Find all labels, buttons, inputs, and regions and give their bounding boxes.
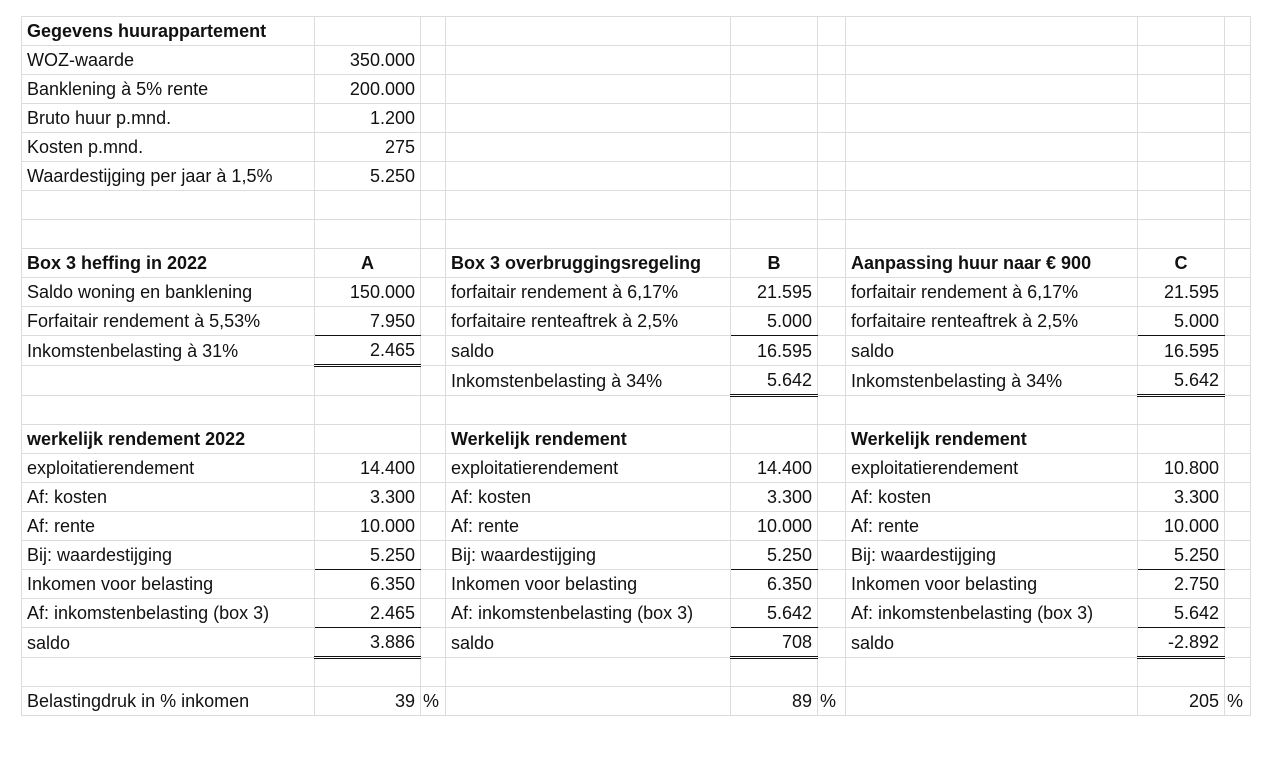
sheet-cell[interactable] [731, 104, 818, 133]
sheet-cell[interactable]: Af: kosten [446, 483, 731, 512]
sheet-cell[interactable] [421, 512, 446, 541]
sheet-cell[interactable] [818, 278, 846, 307]
sheet-cell[interactable]: 3.300 [315, 483, 421, 512]
sheet-cell[interactable]: % [1225, 687, 1251, 716]
spreadsheet-body [22, 17, 1251, 716]
sheet-row [22, 658, 1251, 687]
sheet-row [22, 483, 1251, 512]
sheet-row [22, 396, 1251, 425]
sheet-cell[interactable] [315, 425, 421, 454]
sheet-cell[interactable]: 14.400 [731, 454, 818, 483]
sheet-cell[interactable] [1225, 541, 1251, 570]
sheet-cell[interactable]: 708 [731, 628, 818, 658]
sheet-cell[interactable]: 5.642 [731, 599, 818, 628]
sheet-cell[interactable] [1138, 162, 1225, 191]
sheet-cell[interactable] [731, 75, 818, 104]
sheet-cell[interactable] [818, 425, 846, 454]
sheet-cell[interactable]: 275 [315, 133, 421, 162]
sheet-cell[interactable] [818, 220, 846, 249]
sheet-cell[interactable]: 10.800 [1138, 454, 1225, 483]
sheet-cell[interactable] [846, 17, 1138, 46]
sheet-cell[interactable]: Af: kosten [846, 483, 1138, 512]
sheet-cell[interactable]: 89 [731, 687, 818, 716]
sheet-cell[interactable]: 6.350 [315, 570, 421, 599]
sheet-cell[interactable]: 7.950 [315, 307, 421, 336]
sheet-cell[interactable]: saldo [846, 628, 1138, 658]
sheet-cell[interactable]: 205 [1138, 687, 1225, 716]
sheet-cell[interactable]: Af: kosten [22, 483, 315, 512]
sheet-cell[interactable] [1225, 454, 1251, 483]
sheet-cell[interactable] [1138, 220, 1225, 249]
sheet-cell[interactable]: 5.642 [1138, 599, 1225, 628]
sheet-cell[interactable] [818, 396, 846, 425]
sheet-cell[interactable] [818, 75, 846, 104]
sheet-row [22, 75, 1251, 104]
sheet-cell[interactable]: Bruto huur p.mnd. [22, 104, 315, 133]
sheet-cell[interactable] [1138, 658, 1225, 687]
sheet-cell[interactable] [421, 191, 446, 220]
sheet-cell[interactable]: 200.000 [315, 75, 421, 104]
sheet-cell[interactable]: 21.595 [731, 278, 818, 307]
sheet-cell[interactable] [818, 191, 846, 220]
sheet-cell[interactable] [818, 249, 846, 278]
sheet-cell[interactable]: exploitatierendement [446, 454, 731, 483]
sheet-cell[interactable]: 150.000 [315, 278, 421, 307]
sheet-cell[interactable]: 10.000 [315, 512, 421, 541]
sheet-cell[interactable]: Banklening à 5% rente [22, 75, 315, 104]
sheet-cell[interactable]: 3.886 [315, 628, 421, 658]
sheet-cell[interactable] [421, 628, 446, 658]
sheet-cell[interactable]: 5.642 [731, 366, 818, 396]
sheet-cell[interactable]: 350.000 [315, 46, 421, 75]
sheet-cell[interactable] [1225, 307, 1251, 336]
sheet-cell[interactable] [421, 658, 446, 687]
sheet-cell[interactable]: B [731, 249, 818, 278]
sheet-row [22, 425, 1251, 454]
sheet-cell[interactable]: Inkomen voor belasting [446, 570, 731, 599]
sheet-cell[interactable] [731, 17, 818, 46]
sheet-row [22, 454, 1251, 483]
sheet-cell[interactable]: forfaitaire renteaftrek à 2,5% [446, 307, 731, 336]
sheet-cell[interactable] [421, 336, 446, 366]
sheet-row [22, 366, 1251, 396]
sheet-cell[interactable]: forfaitair rendement à 6,17% [846, 278, 1138, 307]
sheet-cell[interactable] [1225, 75, 1251, 104]
sheet-cell[interactable]: Af: rente [846, 512, 1138, 541]
sheet-cell[interactable] [421, 162, 446, 191]
sheet-cell[interactable]: 3.300 [1138, 483, 1225, 512]
sheet-row [22, 628, 1251, 658]
sheet-cell[interactable] [1138, 191, 1225, 220]
sheet-cell[interactable] [446, 220, 731, 249]
sheet-cell[interactable] [731, 396, 818, 425]
sheet-row [22, 46, 1251, 75]
sheet-cell[interactable] [1225, 46, 1251, 75]
sheet-cell[interactable]: 39 [315, 687, 421, 716]
sheet-cell[interactable] [315, 220, 421, 249]
sheet-cell[interactable]: C [1138, 249, 1225, 278]
sheet-cell[interactable] [1138, 425, 1225, 454]
sheet-cell[interactable]: Inkomstenbelasting à 34% [446, 366, 731, 396]
sheet-cell[interactable] [1225, 599, 1251, 628]
sheet-cell[interactable]: Af: rente [446, 512, 731, 541]
sheet-cell[interactable] [818, 307, 846, 336]
sheet-cell[interactable] [315, 396, 421, 425]
sheet-cell[interactable] [1225, 191, 1251, 220]
sheet-cell[interactable] [446, 104, 731, 133]
sheet-row [22, 220, 1251, 249]
sheet-cell[interactable] [315, 658, 421, 687]
sheet-cell[interactable] [731, 162, 818, 191]
sheet-cell[interactable]: Saldo woning en banklening [22, 278, 315, 307]
sheet-cell[interactable] [22, 366, 315, 396]
sheet-row [22, 104, 1251, 133]
sheet-cell[interactable]: 5.000 [1138, 307, 1225, 336]
sheet-cell[interactable] [315, 366, 421, 396]
sheet-cell[interactable] [1225, 220, 1251, 249]
sheet-cell[interactable] [1138, 17, 1225, 46]
sheet-cell[interactable] [818, 104, 846, 133]
sheet-row [22, 512, 1251, 541]
sheet-cell[interactable] [818, 336, 846, 366]
sheet-cell[interactable] [846, 46, 1138, 75]
sheet-cell[interactable]: % [818, 687, 846, 716]
sheet-cell[interactable] [818, 541, 846, 570]
sheet-cell[interactable] [818, 658, 846, 687]
sheet-cell[interactable] [846, 162, 1138, 191]
sheet-cell[interactable] [421, 133, 446, 162]
sheet-cell[interactable]: Inkomstenbelasting à 31% [22, 336, 315, 366]
sheet-row [22, 599, 1251, 628]
sheet-cell[interactable] [446, 658, 731, 687]
sheet-cell[interactable] [818, 454, 846, 483]
sheet-cell[interactable]: Af: inkomstenbelasting (box 3) [22, 599, 315, 628]
sheet-cell[interactable] [1225, 366, 1251, 396]
sheet-cell[interactable] [421, 599, 446, 628]
sheet-cell[interactable]: 5.642 [1138, 366, 1225, 396]
sheet-cell[interactable]: Inkomen voor belasting [22, 570, 315, 599]
sheet-cell[interactable]: Gegevens huurappartement [22, 17, 315, 46]
sheet-cell[interactable] [22, 658, 315, 687]
sheet-cell[interactable] [1225, 628, 1251, 658]
sheet-cell[interactable]: 2.465 [315, 599, 421, 628]
sheet-row [22, 278, 1251, 307]
sheet-cell[interactable]: 14.400 [315, 454, 421, 483]
sheet-cell[interactable]: saldo [22, 628, 315, 658]
sheet-cell[interactable]: 2.465 [315, 336, 421, 366]
sheet-cell[interactable]: Af: inkomstenbelasting (box 3) [846, 599, 1138, 628]
sheet-cell[interactable] [421, 454, 446, 483]
sheet-cell[interactable] [846, 191, 1138, 220]
sheet-cell[interactable]: Inkomstenbelasting à 34% [846, 366, 1138, 396]
sheet-cell[interactable]: exploitatierendement [846, 454, 1138, 483]
sheet-cell[interactable]: saldo [446, 628, 731, 658]
sheet-cell[interactable] [421, 425, 446, 454]
sheet-cell[interactable] [1138, 396, 1225, 425]
sheet-cell[interactable]: 10.000 [731, 512, 818, 541]
sheet-cell[interactable]: 21.595 [1138, 278, 1225, 307]
sheet-cell[interactable] [1138, 104, 1225, 133]
sheet-cell[interactable]: 16.595 [1138, 336, 1225, 366]
sheet-cell[interactable] [421, 104, 446, 133]
sheet-cell[interactable] [446, 191, 731, 220]
sheet-cell[interactable]: 5.250 [315, 541, 421, 570]
sheet-cell[interactable] [1225, 483, 1251, 512]
sheet-cell[interactable]: exploitatierendement [22, 454, 315, 483]
sheet-cell[interactable] [731, 133, 818, 162]
sheet-row [22, 191, 1251, 220]
sheet-cell[interactable] [421, 75, 446, 104]
sheet-cell[interactable]: Inkomen voor belasting [846, 570, 1138, 599]
sheet-cell[interactable] [1225, 512, 1251, 541]
sheet-cell[interactable] [421, 249, 446, 278]
sheet-cell[interactable] [731, 46, 818, 75]
sheet-cell[interactable]: -2.892 [1138, 628, 1225, 658]
sheet-cell[interactable] [421, 278, 446, 307]
sheet-cell[interactable] [1225, 17, 1251, 46]
sheet-cell[interactable] [1225, 104, 1251, 133]
sheet-cell[interactable] [22, 191, 315, 220]
sheet-cell[interactable]: forfaitaire renteaftrek à 2,5% [846, 307, 1138, 336]
sheet-cell[interactable] [818, 599, 846, 628]
sheet-cell[interactable] [1225, 396, 1251, 425]
sheet-cell[interactable] [818, 483, 846, 512]
sheet-cell[interactable] [818, 512, 846, 541]
sheet-cell[interactable]: werkelijk rendement 2022 [22, 425, 315, 454]
sheet-cell[interactable] [1225, 162, 1251, 191]
sheet-cell[interactable] [421, 541, 446, 570]
sheet-cell[interactable] [315, 191, 421, 220]
sheet-cell[interactable]: 5.250 [731, 541, 818, 570]
sheet-row [22, 570, 1251, 599]
sheet-cell[interactable] [731, 191, 818, 220]
sheet-cell[interactable]: Aanpassing huur naar € 900 [846, 249, 1138, 278]
sheet-cell[interactable] [818, 366, 846, 396]
sheet-cell[interactable] [446, 46, 731, 75]
sheet-cell[interactable]: 5.250 [1138, 541, 1225, 570]
sheet-cell[interactable]: 5.000 [731, 307, 818, 336]
sheet-cell[interactable] [846, 658, 1138, 687]
sheet-cell[interactable] [446, 396, 731, 425]
sheet-cell[interactable]: 1.200 [315, 104, 421, 133]
sheet-cell[interactable] [818, 570, 846, 599]
sheet-row [22, 307, 1251, 336]
sheet-cell[interactable]: 2.750 [1138, 570, 1225, 599]
sheet-cell[interactable]: 3.300 [731, 483, 818, 512]
sheet-row [22, 687, 1251, 716]
sheet-cell[interactable] [421, 366, 446, 396]
sheet-cell[interactable] [22, 220, 315, 249]
sheet-cell[interactable] [446, 75, 731, 104]
sheet-cell[interactable] [818, 46, 846, 75]
sheet-cell[interactable] [1138, 133, 1225, 162]
sheet-row [22, 336, 1251, 366]
sheet-cell[interactable]: Bij: waardestijging [846, 541, 1138, 570]
sheet-cell[interactable] [846, 133, 1138, 162]
sheet-cell[interactable] [1225, 278, 1251, 307]
sheet-cell[interactable] [1225, 249, 1251, 278]
sheet-cell[interactable]: Bij: waardestijging [22, 541, 315, 570]
sheet-cell[interactable] [421, 46, 446, 75]
sheet-cell[interactable]: saldo [446, 336, 731, 366]
sheet-cell[interactable] [22, 396, 315, 425]
sheet-cell[interactable] [731, 425, 818, 454]
sheet-cell[interactable] [446, 162, 731, 191]
sheet-cell[interactable] [421, 570, 446, 599]
sheet-cell[interactable]: Kosten p.mnd. [22, 133, 315, 162]
sheet-cell[interactable] [1138, 46, 1225, 75]
sheet-cell[interactable] [731, 658, 818, 687]
sheet-cell[interactable] [421, 483, 446, 512]
sheet-cell[interactable]: Af: rente [22, 512, 315, 541]
sheet-cell[interactable] [1225, 133, 1251, 162]
sheet-cell[interactable]: Werkelijk rendement [446, 425, 731, 454]
sheet-row [22, 541, 1251, 570]
sheet-cell[interactable]: WOZ-waarde [22, 46, 315, 75]
sheet-row [22, 133, 1251, 162]
sheet-cell[interactable] [1225, 658, 1251, 687]
sheet-cell[interactable] [446, 17, 731, 46]
sheet-cell[interactable]: Werkelijk rendement [846, 425, 1138, 454]
sheet-cell[interactable] [846, 104, 1138, 133]
sheet-cell[interactable]: Waardestijging per jaar à 1,5% [22, 162, 315, 191]
sheet-cell[interactable] [446, 133, 731, 162]
sheet-cell[interactable] [846, 75, 1138, 104]
sheet-cell[interactable]: Forfaitair rendement à 5,53% [22, 307, 315, 336]
sheet-cell[interactable] [846, 687, 1138, 716]
sheet-row [22, 249, 1251, 278]
sheet-cell[interactable]: A [315, 249, 421, 278]
sheet-cell[interactable]: 6.350 [731, 570, 818, 599]
sheet-cell[interactable] [818, 162, 846, 191]
sheet-cell[interactable] [421, 220, 446, 249]
sheet-cell[interactable] [421, 17, 446, 46]
sheet-cell[interactable] [731, 220, 818, 249]
sheet-row [22, 17, 1251, 46]
sheet-cell[interactable] [818, 133, 846, 162]
sheet-cell[interactable] [1225, 336, 1251, 366]
sheet-cell[interactable]: saldo [846, 336, 1138, 366]
sheet-cell[interactable]: 16.595 [731, 336, 818, 366]
sheet-cell[interactable] [446, 687, 731, 716]
sheet-cell[interactable]: 10.000 [1138, 512, 1225, 541]
spreadsheet-grid [21, 16, 1251, 716]
sheet-cell[interactable]: Belastingdruk in % inkomen [22, 687, 315, 716]
sheet-cell[interactable] [1225, 570, 1251, 599]
sheet-cell[interactable]: forfaitair rendement à 6,17% [446, 278, 731, 307]
sheet-cell[interactable]: Bij: waardestijging [446, 541, 731, 570]
sheet-cell[interactable] [1138, 75, 1225, 104]
sheet-cell[interactable] [421, 396, 446, 425]
sheet-cell[interactable] [846, 396, 1138, 425]
sheet-cell[interactable] [315, 17, 421, 46]
sheet-cell[interactable] [421, 307, 446, 336]
sheet-row [22, 162, 1251, 191]
sheet-cell[interactable] [1225, 425, 1251, 454]
sheet-cell[interactable]: 5.250 [315, 162, 421, 191]
sheet-cell[interactable]: Box 3 heffing in 2022 [22, 249, 315, 278]
sheet-cell[interactable] [818, 628, 846, 658]
sheet-cell[interactable]: Af: inkomstenbelasting (box 3) [446, 599, 731, 628]
sheet-cell[interactable]: % [421, 687, 446, 716]
sheet-cell[interactable] [846, 220, 1138, 249]
sheet-cell[interactable] [818, 17, 846, 46]
sheet-cell[interactable]: Box 3 overbruggingsregeling [446, 249, 731, 278]
